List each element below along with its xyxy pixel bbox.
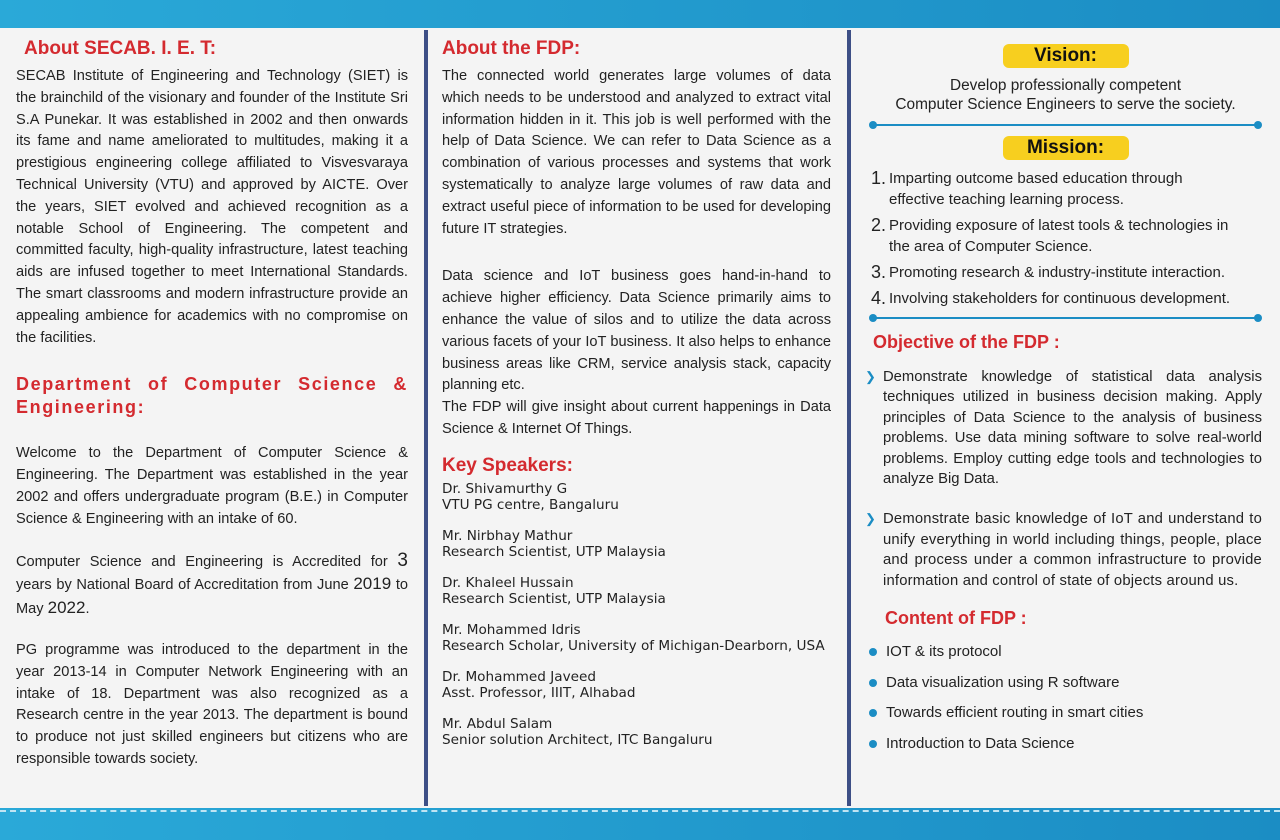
content-list <box>869 642 1262 754</box>
mission-text: Providing exposure of latest tools & technologies in the area of Computer Science. <box>889 217 1229 255</box>
content-item <box>869 642 1262 662</box>
vision-line-1: Develop professionally competent <box>950 77 1181 94</box>
mission-label: Mission: <box>1003 136 1129 160</box>
speaker-affiliation: Asst. Professor, IIIT, Alhabad <box>442 684 636 701</box>
content-item <box>869 734 1262 754</box>
objective-text: Demonstrate knowledge of statistical data analysis techniques utilized in business decision making. Apply principles of Data Science to the analysis of business problems. Use data mining software to solve real-world problems. Employ cutting edge tools and technologies to analyze Big Data. <box>883 369 1262 488</box>
mission-text: Promoting research & industry-institute interaction. <box>889 264 1225 281</box>
speaker-affiliation: Research Scholar, University of Michigan-Dearborn, USA <box>442 637 825 654</box>
accreditation-years: 3 <box>397 549 408 571</box>
about-fdp-para1: The connected world generates large volumes of data which needs to be understood and analyzed to extract vital information hidden in it. This job is well performed with the help of Data Science. We can refer to Data Science as a combination of various processes and systems that work systematically to analyze large volumes of raw data and extract useful piece of information to be used for developing future IT strategies. <box>442 68 831 237</box>
department-pg-programme: PG programme was introduced to the department in the year 2013-14 in Computer Network Engineering with an intake of 18. Department was also recognized as a Research centre in the year 2013. The department is bound to produce not just skilled engineers but citizens who are responsible towards society. <box>16 641 408 767</box>
speaker-name: Dr. Mohammed Javeed <box>442 668 596 685</box>
content-item <box>869 703 1262 723</box>
about-fdp-heading: About the FDP: <box>442 38 581 59</box>
content-text: Introduction to Data Science <box>886 734 1075 752</box>
top-banner <box>0 0 1280 28</box>
speaker-item <box>442 622 831 654</box>
speaker-affiliation: Research Scientist, UTP Malaysia <box>442 543 666 560</box>
mission-separator <box>871 317 1260 319</box>
mission-text: Imparting outcome based education through effective teaching learning process. <box>889 170 1183 208</box>
bullet-icon <box>869 740 877 748</box>
about-fdp-para2: Data science and IoT business goes hand-in-hand to achieve higher efficiency. Data Science primarily aims to enhance the value of silos and to utilize the data across various facets of your IoT business. It also helps to enhance business areas like CRM, service analysis stack, capacity planning etc. <box>442 268 831 394</box>
chevron-right-icon: ❯ <box>865 511 877 527</box>
department-intro: Welcome to the Department of Computer Science & Engineering. The Department was established in the year 2002 and offers undergraduate program (B.E.) in Computer Science & Engineering with an intake of 60. <box>16 445 408 527</box>
column-about-fdp <box>429 30 847 806</box>
bullet-icon <box>869 648 877 656</box>
mission-number: 1. <box>871 168 887 188</box>
accreditation-text-b: years by National Board of Accreditation from June <box>16 577 354 594</box>
content-item <box>869 673 1262 693</box>
content-text: Data visualization using R software <box>886 673 1120 691</box>
accreditation-text-c: to May <box>16 577 408 618</box>
objective-item <box>865 367 1262 489</box>
department-accreditation <box>16 550 408 621</box>
content-heading: Content of FDP : <box>885 608 1027 629</box>
bottom-banner <box>0 808 1280 840</box>
vision-label: Vision: <box>1003 44 1129 68</box>
speaker-name: Dr. Shivamurthy G <box>442 480 568 497</box>
accreditation-to-year: 2022 <box>47 598 86 618</box>
about-fdp-para3: The FDP will give insight about current happenings in Data Science & Internet Of Things. <box>442 399 831 437</box>
speaker-item <box>442 716 831 748</box>
objective-text: Demonstrate basic knowledge of IoT and understand to unify everything in world including things, people, place and process under a common infrastructure to provide information and control of state of objects around us. <box>883 511 1262 589</box>
vision-separator <box>871 124 1260 126</box>
about-secab-text: SECAB Institute of Engineering and Technology (SIET) is the brainchild of the visionary and founder of the Institute Sri S.A Punekar. It was established in 2002 and then onwards its fame and name ameliorated to multitudes, making it a prestigious engineering college affiliated to Visvesvaraya Technical University (VTU) and approved by AICTE. Over the years, SIET evolved and achieved recognition as a notable School of Engineering. The competent and committed faculty, high-quality infrastructure, latest teaching aids are infused together to meet International Standards. The smart classrooms and modern infrastructure provide an appealing ambience for academics with no compromise on the facilities. <box>16 68 408 346</box>
about-secab-heading: About SECAB. I. E. T: <box>24 38 217 59</box>
speaker-item <box>442 481 831 513</box>
speaker-name: Mr. Abdul Salam <box>442 715 553 732</box>
speaker-name: Mr. Nirbhay Mathur <box>442 527 573 544</box>
chevron-right-icon: ❯ <box>865 369 876 384</box>
key-speakers-heading: Key Speakers: <box>442 454 573 476</box>
speaker-list <box>442 481 831 748</box>
speaker-item <box>442 528 831 560</box>
content-text: IOT & its protocol <box>886 643 1002 661</box>
speaker-name: Mr. Mohammed Idris <box>442 621 581 638</box>
mission-item <box>871 168 1262 210</box>
column-about-institute <box>0 30 424 806</box>
mission-item <box>871 262 1262 283</box>
column-vision-mission <box>853 30 1280 806</box>
speaker-item <box>442 669 831 701</box>
accreditation-text-d: . <box>85 601 90 618</box>
speaker-affiliation: Senior solution Architect, ITC Bangaluru <box>442 731 713 748</box>
mission-number: 4. <box>871 288 887 308</box>
mission-item <box>871 215 1262 257</box>
column-divider-right <box>847 30 851 806</box>
objective-item <box>865 509 1262 591</box>
mission-list <box>869 168 1262 309</box>
bullet-icon <box>869 709 877 717</box>
column-divider-left <box>424 30 428 806</box>
speaker-name: Dr. Khaleel Hussain <box>442 574 574 591</box>
mission-item <box>871 288 1262 309</box>
objective-heading: Objective of the FDP : <box>873 332 1060 352</box>
mission-number: 3. <box>871 262 887 282</box>
speaker-affiliation: VTU PG centre, Bangaluru <box>442 496 619 513</box>
vision-line-2: Computer Science Engineers to serve the society. <box>895 96 1236 113</box>
department-heading: Department of Computer Science & Engineering: <box>16 374 408 418</box>
speaker-item <box>442 575 831 607</box>
content-text: Towards efficient routing in smart cities <box>886 704 1144 722</box>
accreditation-from-year: 2019 <box>353 574 392 594</box>
accreditation-text-a: Computer Science and Engineering is Accredited for <box>16 553 398 570</box>
mission-number: 2. <box>871 215 887 235</box>
bullet-icon <box>869 679 877 687</box>
speaker-affiliation: Research Scientist, UTP Malaysia <box>442 590 666 607</box>
mission-text: Involving stakeholders for continuous development. <box>889 290 1231 307</box>
